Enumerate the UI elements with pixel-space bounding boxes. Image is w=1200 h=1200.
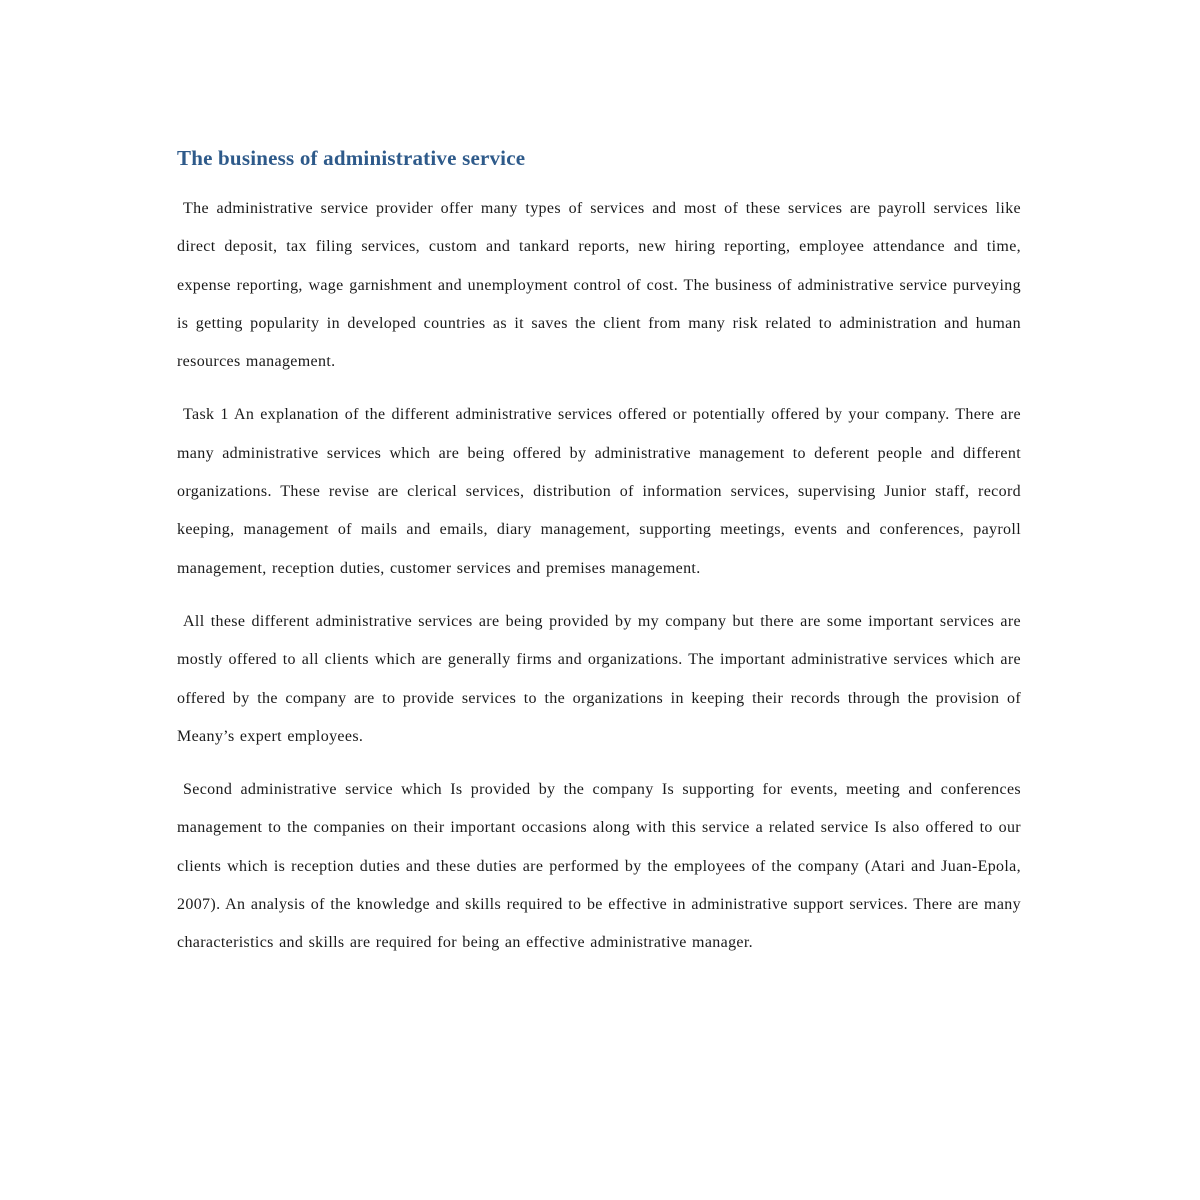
- page-title: The business of administrative service: [177, 146, 526, 170]
- paragraph-second-service: Second administrative service which Is provided by the company Is supporting for events, meeting and conferences management to the companies on their important occasions along with this service a related service Is also offered to our clients which is reception duties and these duties are performed by the employees of the company (Atari and Juan-Epola, 2007). An analysis of the knowledge and skills required to be effective in administrative support services. There are many characteristics and skills are required for being an effective administrative manager.: [177, 781, 1021, 952]
- paragraph-intro: The administrative service provider offer many types of services and most of these services are payroll services like direct deposit, tax filing services, custom and tankard reports, new hiring reporting, employee attendance and time, expense reporting, wage garnishment and unemployment control of cost. The business of administrative service purveying is getting popularity in developed countries as it saves the client from many risk related to administration and human resources management.: [177, 200, 1021, 371]
- paragraph-services-provided: All these different administrative services are being provided by my company but there are some important services are mostly offered to all clients which are generally firms and organizations. The important administrative services which are offered by the company are to provide services to the organizations in keeping their records through the provision of Meany’s expert employees.: [177, 612, 1021, 745]
- document-page: [177, 138, 1021, 978]
- paragraph-task-1: Task 1 An explanation of the different administrative services offered or potentially offered by your company. There are many administrative services which are being offered by administrative management to deferent people and different organizations. These revise are clerical services, distribution of information services, supervising Junior staff, record keeping, management of mails and emails, diary management, supporting meetings, events and conferences, payroll management, reception duties, customer services and premises management.: [177, 406, 1021, 577]
